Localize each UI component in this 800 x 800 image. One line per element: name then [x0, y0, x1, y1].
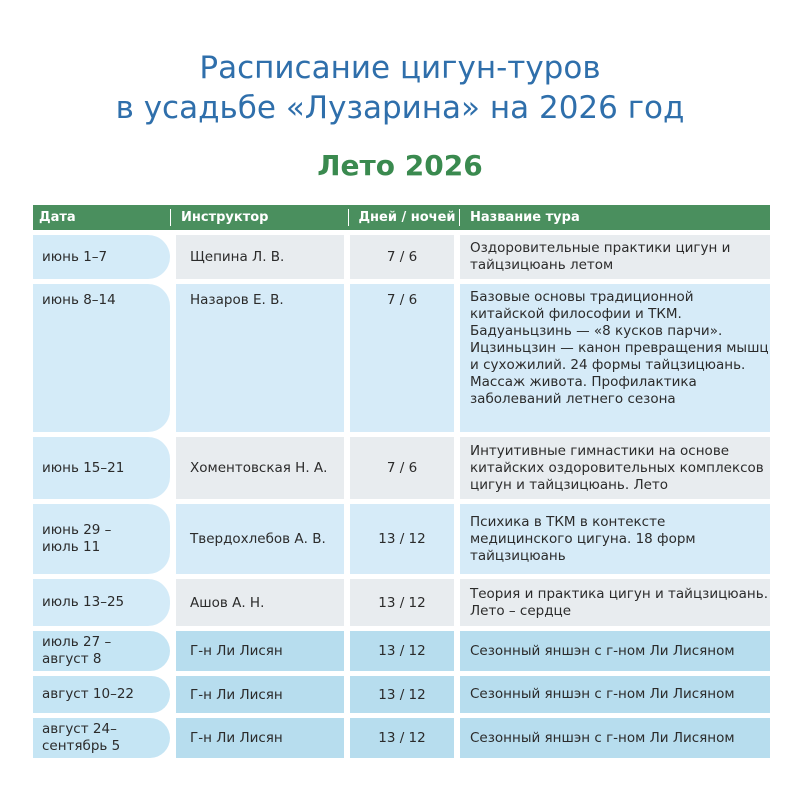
- row-tour: Психика в ТКМ в контексте медицинского цигуна. 18 форм тайцзицюань: [460, 504, 770, 574]
- row-instructor: Г-н Ли Лисян: [176, 718, 344, 758]
- header-tour: Название тура: [470, 210, 580, 225]
- row-tour: Теория и практика цигун и тайцзицюань. Лето – сердце: [460, 579, 770, 626]
- row-days: 13 / 12: [350, 504, 454, 574]
- table-row: [33, 235, 770, 279]
- header-instructor: Инструктор: [181, 210, 269, 225]
- row-days: 13 / 12: [350, 676, 454, 713]
- table-row: [33, 284, 770, 432]
- row-instructor: Хоментовская Н. А.: [176, 437, 344, 499]
- row-tour: Оздоровительные практики цигун и тайцзицюань летом: [460, 235, 770, 279]
- row-days: 7 / 6: [350, 437, 454, 499]
- row-days: 13 / 12: [350, 631, 454, 671]
- table-row: [33, 631, 770, 671]
- row-instructor: Твердохлебов А. В.: [176, 504, 344, 574]
- row-days: 13 / 12: [350, 579, 454, 626]
- row-date: июль 27 – август 8: [33, 631, 170, 671]
- table-row: [33, 437, 770, 499]
- row-tour: Сезонный яншэн с г-ном Ли Лисяном: [460, 676, 770, 713]
- row-date: июнь 8–14: [33, 284, 170, 432]
- row-instructor: Ашов А. Н.: [176, 579, 344, 626]
- table-row: [33, 718, 770, 758]
- row-instructor: Назаров Е. В.: [176, 284, 344, 432]
- row-instructor: Щепина Л. В.: [176, 235, 344, 279]
- row-date: июль 13–25: [33, 579, 170, 626]
- row-days: 7 / 6: [350, 284, 454, 432]
- row-date: июнь 29 – июль 11: [33, 504, 170, 574]
- schedule-table: [33, 205, 770, 758]
- row-days: 13 / 12: [350, 718, 454, 758]
- table-row: [33, 676, 770, 713]
- row-tour: Сезонный яншэн с г-ном Ли Лисяном: [460, 718, 770, 758]
- row-tour: Сезонный яншэн с г-ном Ли Лисяном: [460, 631, 770, 671]
- row-tour: Интуитивные гимнастики на основе китайских оздоровительных комплексов цигун и тайцзицюань. Лето: [460, 437, 770, 499]
- row-days: 7 / 6: [350, 235, 454, 279]
- header-date: Дата: [39, 210, 76, 225]
- title-line-2: в усадьбе «Лузарина» на 2026 год: [115, 90, 685, 126]
- table-row: [33, 504, 770, 574]
- page-title: [0, 48, 800, 128]
- table-header: [33, 205, 770, 230]
- row-date: август 24– сентябрь 5: [33, 718, 170, 758]
- row-tour: Базовые основы традиционной китайской философии и ТКМ. Бадуаньцзинь — «8 кусков парчи». Ицзиньцзин — канон превращения мышц и сухожилий. 24 формы тайцзицюань. Массаж живота. Профилактика заболеваний летнего сезона: [460, 284, 770, 432]
- row-date: июнь 15–21: [33, 437, 170, 499]
- table-row: [33, 579, 770, 626]
- row-date: июнь 1–7: [33, 235, 170, 279]
- row-instructor: Г-н Ли Лисян: [176, 631, 344, 671]
- title-line-1: Расписание цигун-туров: [199, 50, 601, 86]
- header-days: Дней / ночей: [358, 210, 456, 225]
- row-instructor: Г-н Ли Лисян: [176, 676, 344, 713]
- row-date: август 10–22: [33, 676, 170, 713]
- season-heading: Лето 2026: [317, 149, 483, 182]
